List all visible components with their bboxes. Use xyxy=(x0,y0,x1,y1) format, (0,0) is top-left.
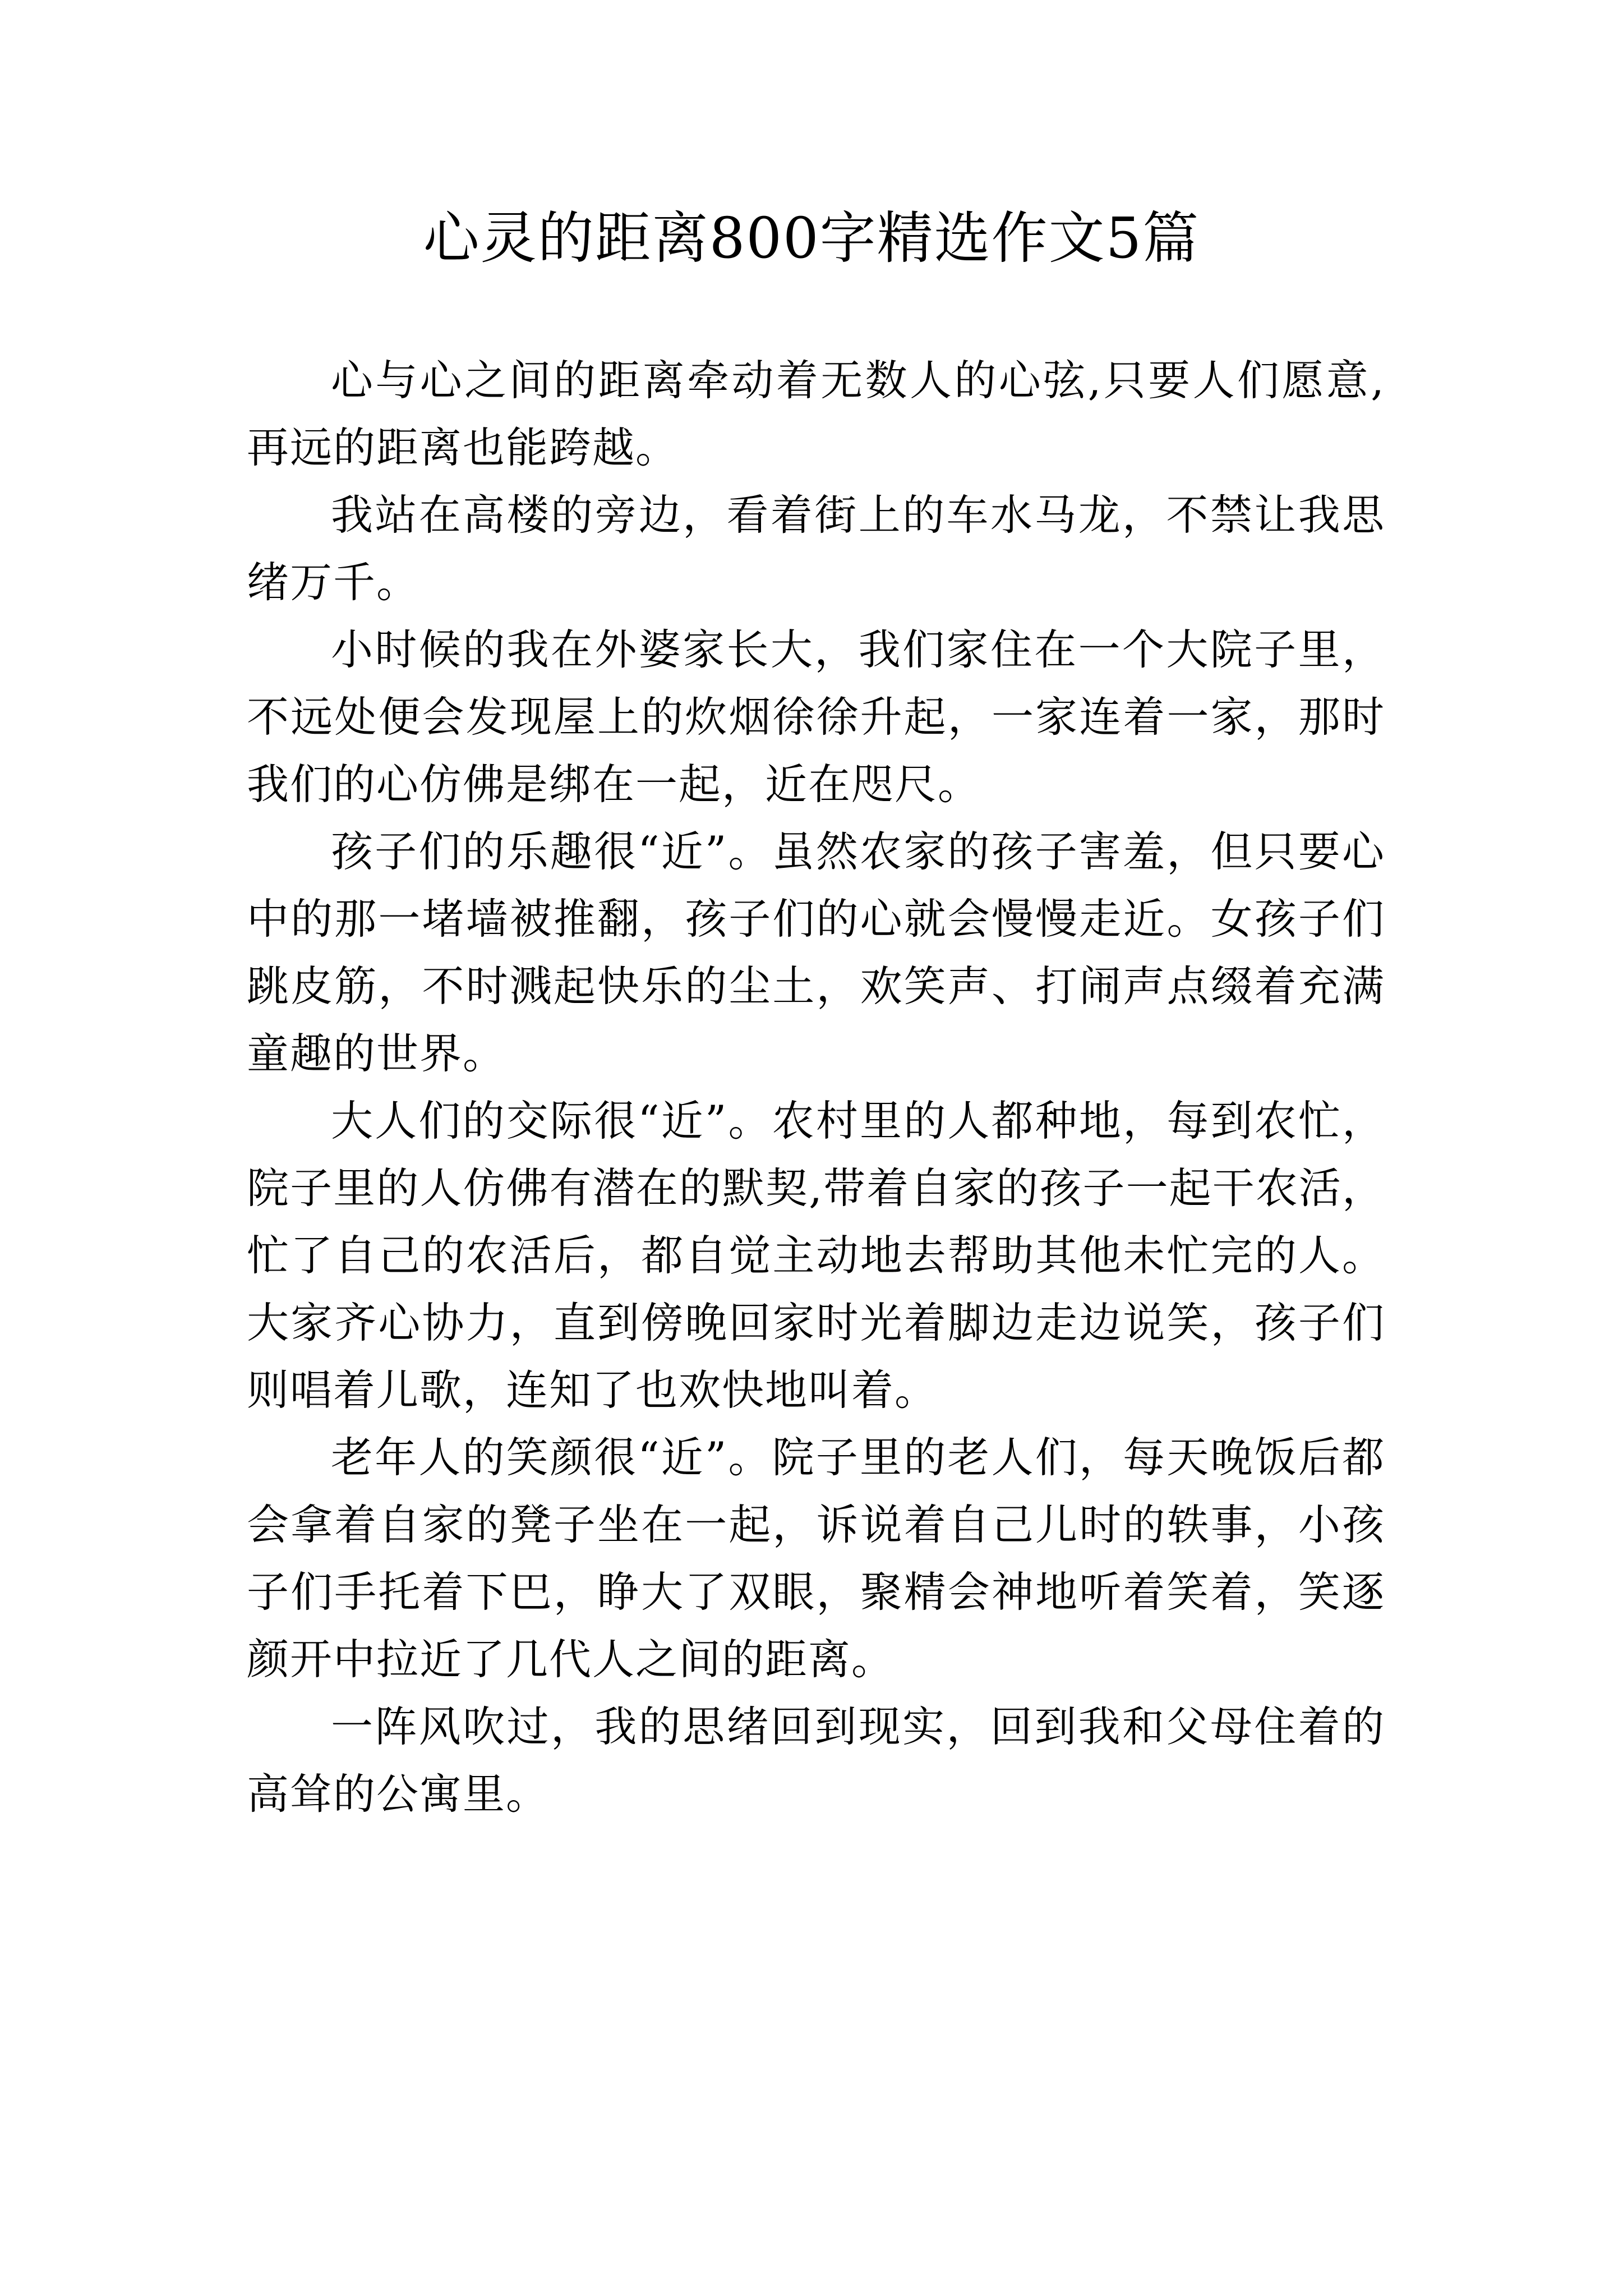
paragraph: 小时候的我在外婆家长大，我们家住在一个大院子里，不远处便会发现屋上的炊烟徐徐升起，一家连着一家，那时我们的心仿佛是绑在一起，近在咫尺。 xyxy=(247,625,1385,809)
paragraph: 一阵风吹过，我的思绪回到现实，回到我和父母住着的高耸的公寓里。 xyxy=(247,1702,1385,1819)
paragraph: 心与心之间的距离牵动着无数人的心弦,只要人们愿意,再远的距离也能跨越。 xyxy=(247,356,1385,472)
paragraph: 老年人的笑颜很“近”。院子里的老人们，每天晚饭后都会拿着自家的凳子坐在一起，诉说着自己儿时的轶事，小孩子们手托着下巴，睁大了双眼，聚精会神地听着笑着，笑逐颜开中拉近了几代人之间的距离。 xyxy=(247,1433,1385,1684)
paragraph: 孩子们的乐趣很“近”。虽然农家的孩子害羞，但只要心中的那一堵墙被推翻，孩子们的心就会慢慢走近。女孩子们跳皮筋，不时溅起快乐的尘土，欢笑声、打闹声点缀着充满童趣的世界。 xyxy=(247,827,1385,1078)
paragraph: 大人们的交际很“近”。农村里的人都种地，每到农忙，院子里的人仿佛有潜在的默契,带着自家的孩子一起干农活，忙了自己的农活后，都自觉主动地去帮助其他未忙完的人。大家齐心协力，直到傍晚回家时光着脚边走边说笑，孩子们则唱着儿歌，连知了也欢快地叫着。 xyxy=(247,1096,1385,1415)
paragraph: 我站在高楼的旁边，看着街上的车水马龙，不禁让我思绪万千。 xyxy=(247,490,1385,607)
document-title: 心灵的距离800字精选作文5篇 xyxy=(423,205,1200,271)
document-body xyxy=(247,347,1385,1828)
